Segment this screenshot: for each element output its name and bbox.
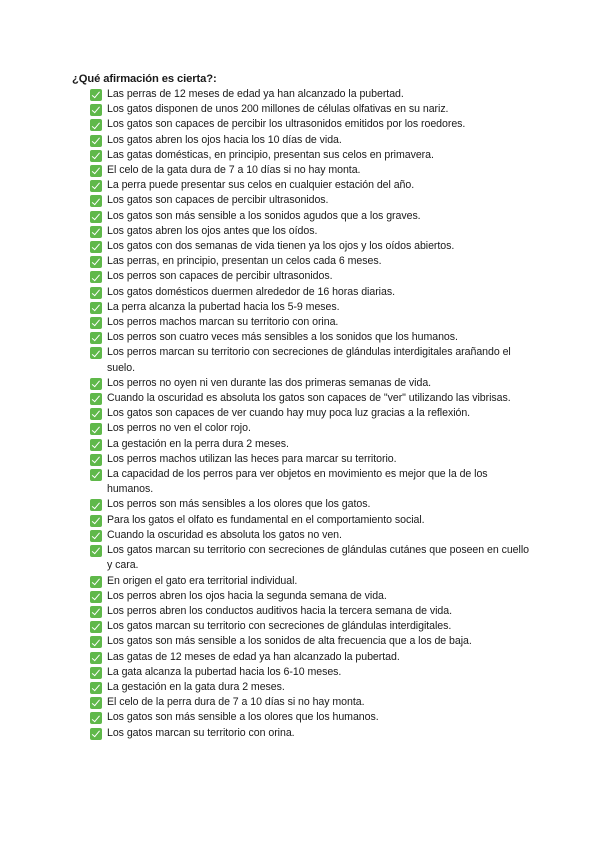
- list-item: [90, 726, 530, 741]
- list-item-text: Los gatos disponen de unos 200 millones de células olfativas en su nariz.: [107, 103, 449, 116]
- check-mark-button-icon: [90, 439, 102, 451]
- check-mark-button-icon: [90, 332, 102, 344]
- list-item: [90, 102, 530, 117]
- list-item: [90, 604, 530, 619]
- check-mark-button-icon: [90, 682, 102, 694]
- check-mark-button-icon: [90, 515, 102, 527]
- check-mark-button-icon: [90, 378, 102, 390]
- list-item-text: Los perros no oyen ni ven durante las dos primeras semanas de vida.: [107, 376, 432, 389]
- check-mark-button-icon: [90, 408, 102, 420]
- list-item: [90, 543, 530, 573]
- list-item-text: La gata alcanza la pubertad hacia los 6-10 meses.: [107, 665, 342, 678]
- list-item: [90, 574, 530, 589]
- list-item-text: Las gatas de 12 meses de edad ya han alcanzado la pubertad.: [107, 650, 400, 663]
- check-mark-button-icon: [90, 89, 102, 101]
- list-item-text: Los perros machos marcan su territorio con orina.: [107, 316, 339, 329]
- check-mark-button-icon: [90, 211, 102, 223]
- list-item-text: Los perros no ven el color rojo.: [107, 422, 251, 435]
- list-item: [90, 650, 530, 665]
- list-item-text: Los gatos son más sensible a los sonidos de alta frecuencia que a los de baja.: [107, 635, 472, 648]
- list-item: [90, 117, 530, 132]
- check-mark-button-icon: [90, 423, 102, 435]
- list-item-text: Las gatas domésticas, en principio, presentan sus celos en primavera.: [107, 148, 434, 161]
- list-item-text: Los perros son cuatro veces más sensibles a los sonidos que los humanos.: [107, 331, 458, 344]
- list-item-text: Los perros marcan su territorio con secreciones de glándulas interdigitales arañando el suelo.: [107, 346, 511, 374]
- list-item-text: Los gatos son capaces de percibir los ultrasonidos emitidos por los roedores.: [107, 118, 466, 131]
- check-mark-button-icon: [90, 576, 102, 588]
- check-mark-button-icon: [90, 165, 102, 177]
- check-mark-button-icon: [90, 195, 102, 207]
- list-item: [90, 330, 530, 345]
- list-item: [90, 87, 530, 102]
- list-item: [90, 406, 530, 421]
- list-item-text: Las perras de 12 meses de edad ya han alcanzado la pubertad.: [107, 88, 404, 100]
- list-item-text: Cuando la oscuridad es absoluta los gatos no ven.: [107, 528, 342, 541]
- check-mark-button-icon: [90, 454, 102, 466]
- list-item: [90, 665, 530, 680]
- check-mark-button-icon: [90, 636, 102, 648]
- list-item: [90, 163, 530, 178]
- check-mark-button-icon: [90, 347, 102, 359]
- list-item-text: Los perros abren los ojos hacia la segunda semana de vida.: [107, 589, 387, 602]
- list-item-text: En origen el gato era territorial individual.: [107, 574, 298, 587]
- check-mark-button-icon: [90, 302, 102, 314]
- check-mark-button-icon: [90, 712, 102, 724]
- list-item-text: Cuando la oscuridad es absoluta los gatos son capaces de "ver" utilizando las vibrisas.: [107, 392, 511, 405]
- list-item: [90, 680, 530, 695]
- list-item-text: Los gatos son más sensible a los olores que los humanos.: [107, 711, 379, 724]
- list-item: [90, 224, 530, 239]
- list-item: [90, 239, 530, 254]
- list-item: [90, 148, 530, 163]
- list-item-text: Las perras, en principio, presentan un celos cada 6 meses.: [107, 255, 382, 268]
- check-mark-button-icon: [90, 697, 102, 709]
- list-item: [90, 437, 530, 452]
- check-mark-button-icon: [90, 104, 102, 116]
- list-item: [90, 345, 530, 375]
- list-item-text: Los perros son capaces de percibir ultrasonidos.: [107, 270, 333, 283]
- list-item: [90, 528, 530, 543]
- list-item-text: La capacidad de los perros para ver objetos en movimiento es mejor que la de los humanos.: [107, 468, 488, 496]
- check-mark-button-icon: [90, 135, 102, 147]
- list-item: [90, 285, 530, 300]
- list-item: [90, 193, 530, 208]
- list-item: [90, 710, 530, 725]
- list-item: [90, 467, 530, 497]
- list-item-text: La gestación en la perra dura 2 meses.: [107, 437, 289, 450]
- check-mark-button-icon: [90, 317, 102, 329]
- list-item-text: Para los gatos el olfato es fundamental en el comportamiento social.: [107, 513, 425, 526]
- check-mark-button-icon: [90, 469, 102, 481]
- list-item: [90, 315, 530, 330]
- list-item: [90, 209, 530, 224]
- list-item-text: Los perros son más sensibles a los olores que los gatos.: [107, 498, 371, 511]
- list-item: [90, 619, 530, 634]
- check-mark-button-icon: [90, 667, 102, 679]
- list-item: [90, 497, 530, 512]
- list-item-text: Los gatos abren los ojos antes que los oídos.: [107, 224, 318, 237]
- check-mark-button-icon: [90, 119, 102, 131]
- list-item-text: Los gatos marcan su territorio con orina.: [107, 726, 295, 739]
- check-mark-button-icon: [90, 621, 102, 633]
- question-heading: ¿Qué afirmación es cierta?:: [72, 73, 217, 85]
- check-mark-button-icon: [90, 499, 102, 511]
- list-item: [90, 178, 530, 193]
- list-item: [90, 391, 530, 406]
- list-item-text: Los perros abren los conductos auditivos hacia la tercera semana de vida.: [107, 604, 452, 617]
- list-item-text: Los gatos son capaces de percibir ultrasonidos.: [107, 194, 329, 207]
- list-item-text: Los gatos con dos semanas de vida tienen ya los ojos y los oídos abiertos.: [107, 240, 455, 253]
- check-mark-button-icon: [90, 150, 102, 162]
- check-mark-button-icon: [90, 606, 102, 618]
- check-mark-button-icon: [90, 271, 102, 283]
- list-item-text: El celo de la perra dura de 7 a 10 días si no hay monta.: [107, 696, 365, 709]
- answer-list: [90, 87, 530, 741]
- list-item-text: Los perros machos utilizan las heces para marcar su territorio.: [107, 452, 397, 465]
- check-mark-button-icon: [90, 591, 102, 603]
- list-item: [90, 452, 530, 467]
- check-mark-button-icon: [90, 287, 102, 299]
- list-item: [90, 634, 530, 649]
- list-item: [90, 133, 530, 148]
- check-mark-button-icon: [90, 728, 102, 740]
- list-item-text: Los gatos domésticos duermen alrededor de 16 horas diarias.: [107, 285, 395, 298]
- list-item-text: Los gatos abren los ojos hacia los 10 días de vida.: [107, 133, 342, 146]
- check-mark-button-icon: [90, 545, 102, 557]
- check-mark-button-icon: [90, 180, 102, 192]
- list-item: [90, 254, 530, 269]
- list-item: [90, 695, 530, 710]
- list-item: [90, 513, 530, 528]
- check-mark-button-icon: [90, 652, 102, 664]
- list-item: [90, 300, 530, 315]
- list-item-text: Los gatos son más sensible a los sonidos agudos que a los graves.: [107, 209, 421, 222]
- check-mark-button-icon: [90, 241, 102, 253]
- list-item-text: El celo de la gata dura de 7 a 10 días si no hay monta.: [107, 164, 361, 177]
- list-item: [90, 421, 530, 436]
- list-item: [90, 589, 530, 604]
- check-mark-button-icon: [90, 226, 102, 238]
- list-item-text: La perra alcanza la pubertad hacia los 5-9 meses.: [107, 300, 340, 313]
- list-item-text: Los gatos marcan su territorio con secreciones de glándulas cutánes que poseen en cuello y cara.: [107, 544, 529, 572]
- list-item-text: La perra puede presentar sus celos en cualquier estación del año.: [107, 179, 415, 192]
- list-item: [90, 376, 530, 391]
- list-item-text: La gestación en la gata dura 2 meses.: [107, 680, 285, 693]
- list-item-text: Los gatos son capaces de ver cuando hay muy poca luz gracias a la reflexión.: [107, 407, 471, 420]
- list-item-text: Los gatos marcan su territorio con secreciones de glándulas interdigitales.: [107, 620, 452, 633]
- check-mark-button-icon: [90, 393, 102, 405]
- check-mark-button-icon: [90, 256, 102, 268]
- list-item: [90, 269, 530, 284]
- check-mark-button-icon: [90, 530, 102, 542]
